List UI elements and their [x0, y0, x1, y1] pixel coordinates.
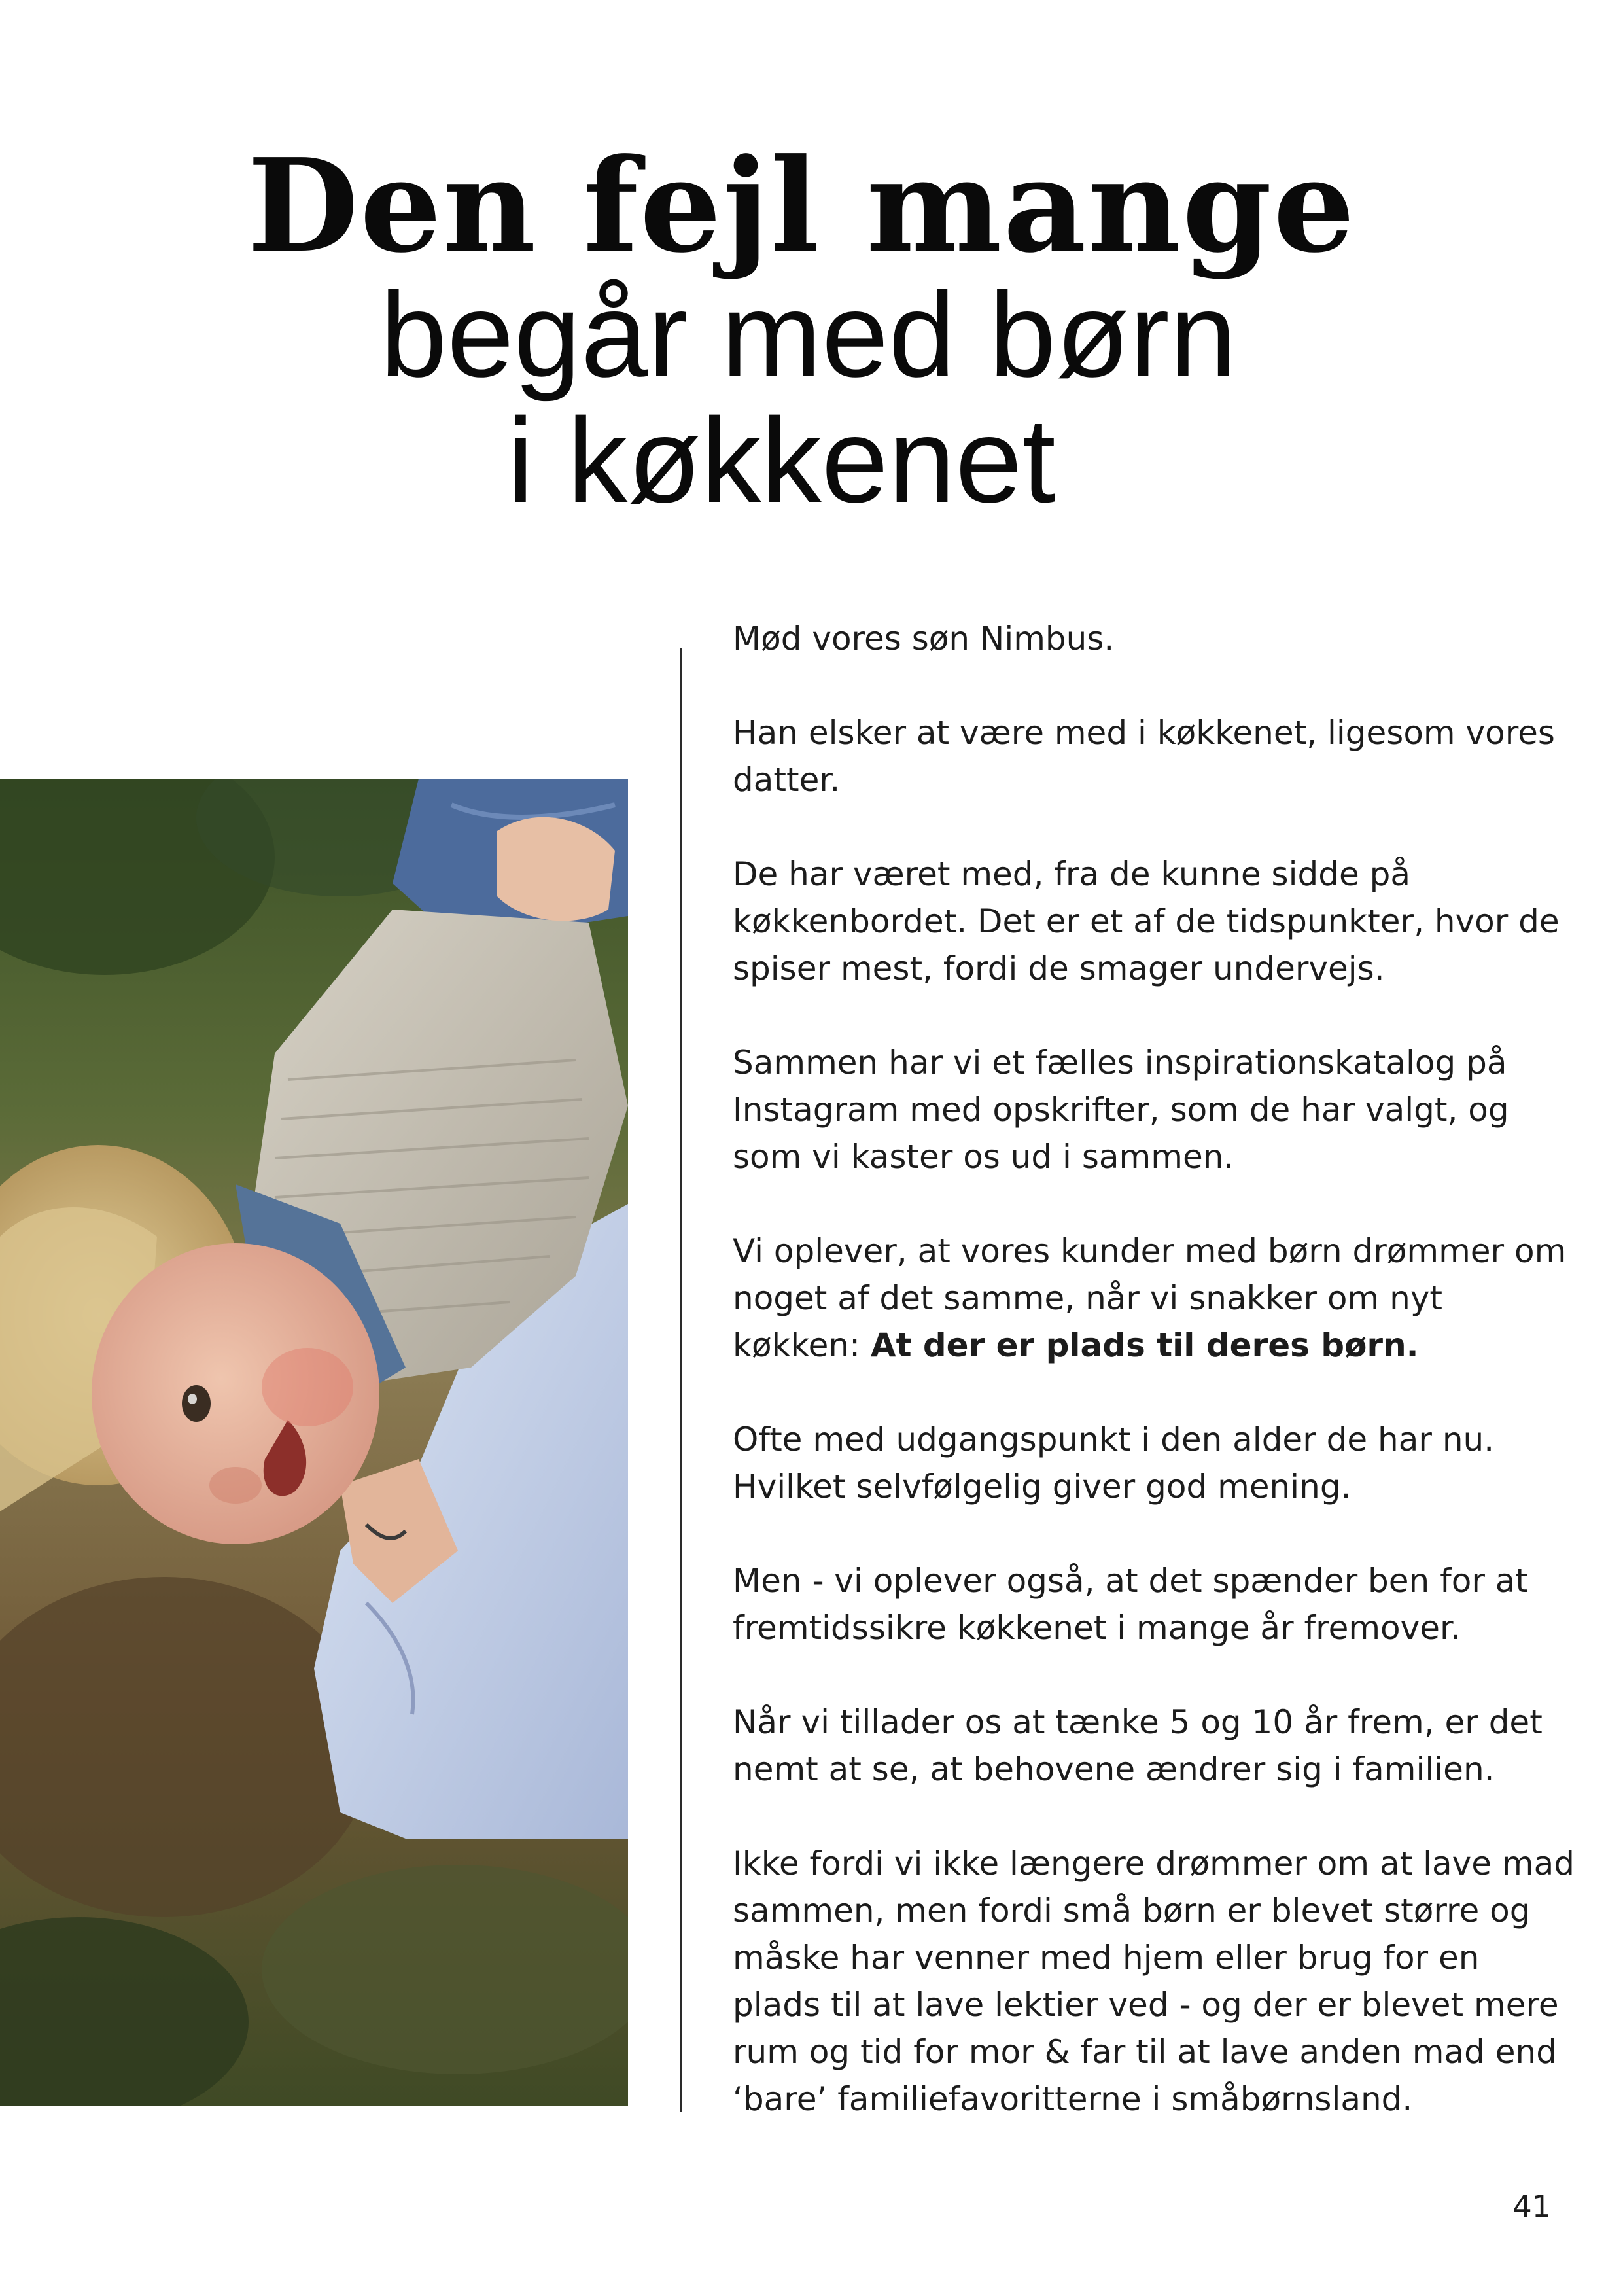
- article-body: [733, 615, 1577, 2170]
- paragraph-2: Han elsker at være med i køkkenet, ligesom vores datter.: [733, 714, 1555, 799]
- paragraph-5: [733, 1227, 1577, 1369]
- title-line-1: Den fejl mange: [247, 131, 1356, 281]
- paragraph-8: Når vi tillader os at tænke 5 og 10 år frem, er det nemt at se, at behovene ændrer sig i familien.: [733, 1703, 1543, 1788]
- page-title: [0, 131, 1623, 527]
- vertical-divider: [680, 648, 682, 2112]
- title-line-2: begår med børn: [379, 267, 1237, 402]
- title-line-3: i køkkenet: [507, 393, 1056, 527]
- paragraph-4: Sammen har vi et fælles inspirationskatalog på Instagram med opskrifter, som de har valgt, og som vi kaster os ud i sammen.: [733, 1044, 1509, 1176]
- paragraph-1: Mød vores søn Nimbus.: [733, 620, 1115, 658]
- paragraph-6: Ofte med udgangspunkt i den alder de har nu. Hvilket selvfølgelig giver god mening.: [733, 1421, 1495, 1506]
- paragraph-5-emphasis: At der er plads til deres børn.: [870, 1326, 1419, 1364]
- paragraph-7: Men - vi oplever også, at det spænder ben for at fremtidssikre køkkenet i mange år fremover.: [733, 1562, 1529, 1647]
- photo-child-held-upside-down: [0, 779, 628, 2106]
- paragraph-5-text: Vi oplever, at vores kunder med børn drømmer om noget af det samme, når vi snakker om nyt køkken:: [733, 1232, 1567, 1364]
- paragraph-3: De har været med, fra de kunne sidde på køkkenbordet. Det er et af de tidspunkter, hvor de spiser mest, fordi de smager undervejs.: [733, 855, 1560, 987]
- paragraph-9: Ikke fordi vi ikke længere drømmer om at lave mad sammen, men fordi små børn er blevet større og måske har venner med hjem eller brug for en plads til at lave lektier ved - og der er blevet mere rum og tid for mor & far til at lave anden mad end ‘bare’ familiefavoritterne i småbørnsland.: [733, 1845, 1575, 2118]
- page-number: 41: [1512, 2189, 1551, 2224]
